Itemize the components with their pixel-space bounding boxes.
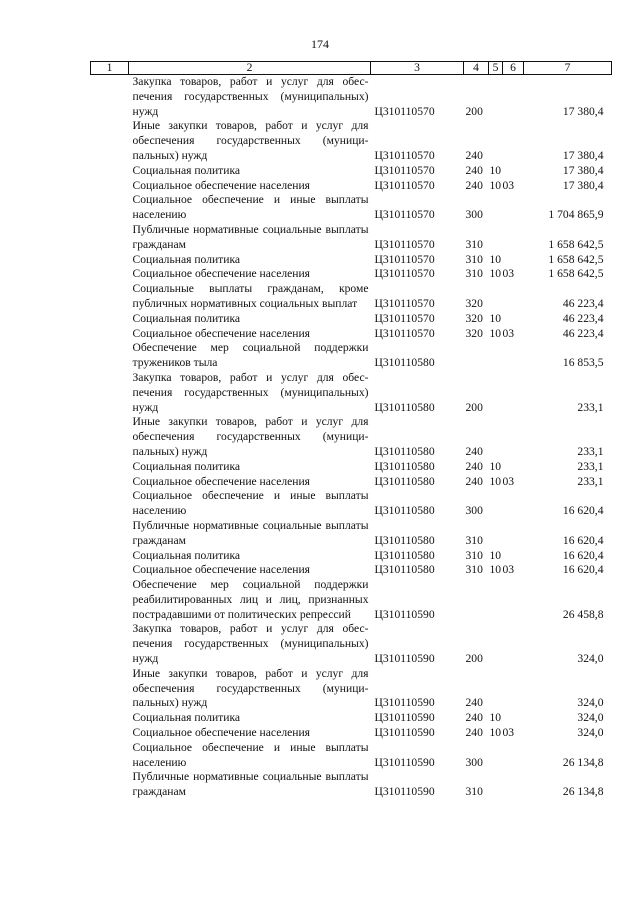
row-amount: 17 380,4	[562, 163, 604, 177]
row-amount: 1 658 642,5	[548, 237, 604, 251]
row-expense-type: 240	[465, 163, 483, 177]
row-description: Иные закупки товаров, работ и услуг для обеспечения государственных (муниципальных) нужд	[132, 666, 369, 710]
row-target-code: Ц310110580	[374, 548, 435, 562]
row-section: 10	[489, 178, 502, 192]
row-subsection	[503, 460, 524, 475]
row-section	[489, 741, 503, 771]
row-target-code: Ц310110580	[374, 533, 435, 547]
row-subsection	[503, 341, 524, 371]
column-number-1: 1	[91, 62, 129, 75]
row-expense-type: 200	[465, 104, 483, 118]
row-target-code: Ц310110590	[374, 607, 435, 621]
table-row	[91, 726, 612, 741]
table-row	[91, 267, 612, 282]
column-number-4: 4	[464, 62, 489, 75]
row-subsection	[503, 164, 524, 179]
row-expense-type	[464, 578, 489, 622]
row-subsection	[503, 119, 524, 163]
row-spacer-cell	[91, 312, 129, 327]
row-section: 10	[489, 267, 502, 281]
row-spacer-cell	[91, 549, 129, 564]
row-section	[489, 371, 503, 415]
row-description: Социальная политика	[132, 252, 241, 266]
row-subsection	[503, 75, 524, 120]
row-target-code: Ц310110590	[374, 711, 435, 725]
row-expense-type: 300	[465, 504, 483, 518]
row-target-code: Ц310110570	[374, 326, 435, 340]
row-spacer-cell	[91, 563, 129, 578]
row-spacer-cell	[91, 489, 129, 519]
page-number: 174	[311, 37, 329, 51]
row-section	[489, 489, 503, 519]
row-section: 10	[489, 563, 502, 577]
row-section	[489, 75, 503, 120]
table-row	[91, 119, 612, 163]
row-section: 10	[489, 459, 502, 473]
table-header-row	[91, 62, 612, 75]
row-amount: 233,1	[577, 474, 604, 488]
row-spacer-cell	[91, 253, 129, 268]
row-spacer-cell	[91, 179, 129, 194]
row-amount: 233,1	[577, 444, 604, 458]
row-description: Социальная политика	[132, 548, 241, 562]
row-target-code: Ц310110580	[374, 563, 435, 577]
row-target-code: Ц310110580	[374, 444, 435, 458]
row-section: 10	[489, 548, 502, 562]
row-spacer-cell	[91, 75, 129, 120]
row-description: Иные закупки товаров, работ и услуг для обеспечения государственных (муниципальных) нужд	[132, 415, 369, 458]
row-spacer-cell	[91, 741, 129, 771]
row-spacer-cell	[91, 726, 129, 741]
row-amount: 17 380,4	[562, 178, 604, 192]
table-row	[91, 741, 612, 771]
row-spacer-cell	[91, 193, 129, 223]
column-number-3: 3	[371, 62, 464, 75]
row-amount: 46 223,4	[562, 311, 604, 325]
row-expense-type: 200	[465, 400, 483, 414]
row-expense-type: 310	[465, 533, 483, 547]
row-target-code: Ц310110570	[374, 296, 435, 310]
row-section	[489, 622, 503, 666]
table-row	[91, 667, 612, 711]
row-spacer-cell	[91, 667, 129, 711]
table-row	[91, 460, 612, 475]
row-description: Социальная политика	[132, 459, 241, 473]
row-target-code: Ц310110570	[374, 148, 435, 162]
row-amount: 324,0	[577, 711, 604, 725]
row-expense-type: 240	[465, 696, 483, 710]
row-amount: 324,0	[577, 696, 604, 710]
row-spacer-cell	[91, 415, 129, 459]
row-subsection	[503, 371, 524, 415]
row-amount: 17 380,4	[562, 148, 604, 162]
row-description: Социальное обеспечение населения	[132, 326, 311, 340]
row-description: Социальное обеспечение и иные выплаты населению	[132, 193, 369, 222]
row-subsection	[503, 622, 524, 666]
row-expense-type: 310	[465, 237, 483, 251]
table-row	[91, 312, 612, 327]
row-expense-type: 320	[465, 326, 483, 340]
row-subsection	[503, 312, 524, 327]
table-row	[91, 253, 612, 268]
row-subsection	[503, 519, 524, 549]
row-amount: 233,1	[577, 400, 604, 414]
row-section: 10	[489, 163, 502, 177]
row-description: Обеспечение мер социальной поддержки реабилитированных лиц и лиц, признанных пострадавшими от политических репрессий	[132, 578, 369, 621]
table-row	[91, 711, 612, 726]
row-expense-type: 310	[465, 267, 483, 281]
row-spacer-cell	[91, 341, 129, 371]
row-spacer-cell	[91, 460, 129, 475]
row-amount: 17 380,4	[562, 104, 604, 118]
row-subsection	[503, 667, 524, 711]
row-description: Социальное обеспечение и иные выплаты населению	[132, 489, 369, 518]
table-row	[91, 327, 612, 342]
row-description: Социальное обеспечение населения	[132, 726, 311, 740]
row-spacer-cell	[91, 475, 129, 490]
row-spacer-cell	[91, 371, 129, 415]
row-section: 10	[489, 711, 502, 725]
row-section	[489, 282, 503, 312]
row-target-code: Ц310110590	[374, 785, 435, 799]
row-amount: 16 620,4	[562, 563, 604, 577]
row-description: Иные закупки товаров, работ и услуг для обеспечения государственных (муниципальных) нужд	[132, 119, 369, 162]
row-description: Социальная политика	[132, 311, 241, 325]
row-subsection: 03	[502, 267, 515, 281]
row-description: Социальная политика	[132, 163, 241, 177]
row-spacer-cell	[91, 223, 129, 253]
row-spacer-cell	[91, 267, 129, 282]
row-expense-type: 310	[465, 252, 483, 266]
row-spacer-cell	[91, 622, 129, 666]
row-amount: 46 223,4	[562, 296, 604, 310]
table-row	[91, 193, 612, 223]
row-target-code: Ц310110590	[374, 726, 435, 740]
table-row	[91, 622, 612, 666]
table-row	[91, 489, 612, 519]
row-subsection	[503, 770, 524, 800]
row-subsection	[503, 223, 524, 253]
row-spacer-cell	[91, 119, 129, 163]
row-amount: 324,0	[577, 652, 604, 666]
budget-table	[90, 61, 612, 800]
table-row	[91, 578, 612, 622]
row-target-code: Ц310110570	[374, 267, 435, 281]
table-row	[91, 179, 612, 194]
row-spacer-cell	[91, 519, 129, 549]
table-row	[91, 475, 612, 490]
row-subsection	[503, 711, 524, 726]
row-target-code: Ц310110580	[374, 356, 435, 370]
row-expense-type: 240	[465, 178, 483, 192]
table-row	[91, 75, 612, 120]
row-amount: 16 620,4	[562, 548, 604, 562]
row-description: Публичные нормативные социальные выплаты гражданам	[132, 770, 369, 799]
row-spacer-cell	[91, 164, 129, 179]
row-subsection	[503, 253, 524, 268]
row-subsection	[503, 578, 524, 622]
row-section	[489, 193, 503, 223]
row-section: 10	[489, 252, 502, 266]
row-description: Социальное обеспечение населения	[132, 563, 311, 577]
row-description: Публичные нормативные социальные выплаты гражданам	[132, 222, 369, 251]
row-expense-type: 300	[465, 755, 483, 769]
row-expense-type: 240	[465, 444, 483, 458]
row-section	[489, 223, 503, 253]
row-subsection: 03	[502, 326, 515, 340]
row-description: Социальные выплаты гражданам, кроме публичных нормативных социальных выплат	[132, 282, 369, 310]
row-amount: 16 620,4	[562, 504, 604, 518]
row-subsection	[503, 193, 524, 223]
row-section: 10	[489, 474, 502, 488]
row-amount: 324,0	[577, 726, 604, 740]
column-number-7: 7	[524, 62, 612, 75]
table-row	[91, 223, 612, 253]
row-section	[489, 415, 503, 459]
column-number-6: 6	[503, 62, 524, 75]
table-row	[91, 371, 612, 415]
row-target-code: Ц310110570	[374, 208, 435, 222]
row-expense-type	[464, 341, 489, 371]
table-row	[91, 164, 612, 179]
row-subsection: 03	[502, 726, 515, 740]
row-section	[489, 578, 503, 622]
row-expense-type: 240	[465, 148, 483, 162]
row-section: 10	[489, 726, 502, 740]
row-subsection	[503, 741, 524, 771]
row-amount: 233,1	[577, 459, 604, 473]
row-expense-type: 320	[465, 311, 483, 325]
column-number-5: 5	[489, 62, 503, 75]
row-spacer-cell	[91, 282, 129, 312]
row-spacer-cell	[91, 578, 129, 622]
row-description: Обеспечение мер социальной поддержки тружеников тыла	[132, 341, 369, 370]
row-target-code: Ц310110580	[374, 474, 435, 488]
row-target-code: Ц310110590	[374, 696, 435, 710]
row-amount: 1 704 865,9	[548, 208, 604, 222]
row-subsection	[503, 489, 524, 519]
row-section: 10	[489, 311, 502, 325]
row-section	[489, 341, 503, 371]
row-description: Социальное обеспечение и иные выплаты населению	[132, 740, 369, 769]
table-row	[91, 770, 612, 800]
row-target-code: Ц310110580	[374, 459, 435, 473]
table-row	[91, 341, 612, 371]
row-description: Социальная политика	[132, 711, 241, 725]
row-description: Закупка товаров, работ и услуг для обеспечения государственных (муниципальных) нужд	[132, 370, 369, 414]
row-target-code: Ц310110580	[374, 504, 435, 518]
row-subsection: 03	[502, 474, 515, 488]
row-target-code: Ц310110570	[374, 311, 435, 325]
table-row	[91, 282, 612, 312]
row-target-code: Ц310110570	[374, 163, 435, 177]
row-description: Социальное обеспечение населения	[132, 267, 311, 281]
table-row	[91, 519, 612, 549]
table-row	[91, 563, 612, 578]
row-subsection	[503, 549, 524, 564]
row-expense-type: 310	[465, 563, 483, 577]
row-description: Социальное обеспечение населения	[132, 178, 311, 192]
row-target-code: Ц310110570	[374, 237, 435, 251]
row-target-code: Ц310110580	[374, 400, 435, 414]
row-subsection: 03	[502, 563, 515, 577]
row-amount: 46 223,4	[562, 326, 604, 340]
row-expense-type: 240	[465, 711, 483, 725]
row-expense-type: 310	[465, 548, 483, 562]
row-expense-type: 240	[465, 726, 483, 740]
row-target-code: Ц310110570	[374, 104, 435, 118]
row-description: Закупка товаров, работ и услуг для обеспечения государственных (муниципальных) нужд	[132, 75, 369, 118]
row-expense-type: 320	[465, 296, 483, 310]
row-target-code: Ц310110570	[374, 252, 435, 266]
row-expense-type: 200	[465, 652, 483, 666]
row-target-code: Ц310110590	[374, 755, 435, 769]
row-description: Публичные нормативные социальные выплаты гражданам	[132, 518, 369, 547]
row-description: Социальное обеспечение населения	[132, 474, 311, 488]
row-section	[489, 119, 503, 163]
row-amount: 26 134,8	[562, 785, 604, 799]
row-amount: 1 658 642,5	[548, 252, 604, 266]
row-amount: 16 853,5	[562, 356, 604, 370]
row-subsection: 03	[502, 178, 515, 192]
row-expense-type: 240	[465, 459, 483, 473]
row-amount: 1 658 642,5	[548, 267, 604, 281]
row-section: 10	[489, 326, 502, 340]
row-expense-type: 240	[465, 474, 483, 488]
row-target-code: Ц310110570	[374, 178, 435, 192]
row-section	[489, 667, 503, 711]
row-amount: 26 458,8	[562, 607, 604, 621]
row-spacer-cell	[91, 770, 129, 800]
table-row	[91, 415, 612, 459]
row-subsection	[503, 415, 524, 459]
row-expense-type: 310	[465, 785, 483, 799]
row-amount: 26 134,8	[562, 755, 604, 769]
row-spacer-cell	[91, 711, 129, 726]
row-section	[489, 519, 503, 549]
row-target-code: Ц310110590	[374, 652, 435, 666]
row-section	[489, 770, 503, 800]
table-row	[91, 549, 612, 564]
budget-table-section	[90, 61, 611, 800]
column-number-2: 2	[129, 62, 371, 75]
row-spacer-cell	[91, 327, 129, 342]
row-expense-type: 300	[465, 208, 483, 222]
row-description: Закупка товаров, работ и услуг для обеспечения государственных (муниципальных) нужд	[132, 622, 369, 666]
row-amount: 16 620,4	[562, 533, 604, 547]
row-subsection	[503, 282, 524, 312]
